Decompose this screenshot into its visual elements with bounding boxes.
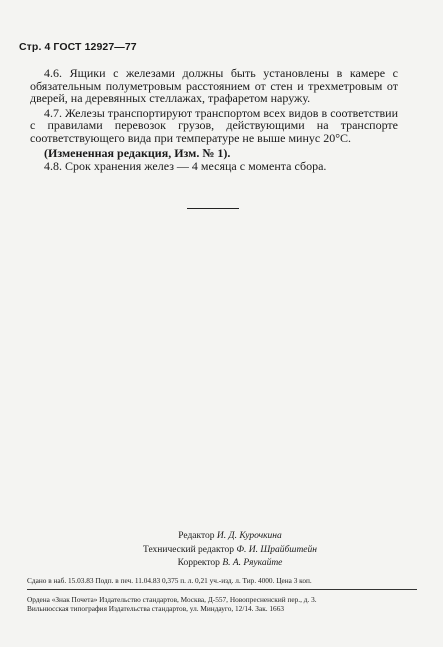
tech-editor-label: Технический редактор (143, 544, 234, 555)
paragraph-4-6: 4.6. Ящики с железами должны быть установлены в камере с обязательным полуметровым расстоянием от стен и трехметровым от дверей, на деревянных стеллажах, трафаретом наружу. (30, 66, 398, 106)
publisher-block (27, 596, 419, 614)
paragraph-4-7: 4.7. Железы транспортируют транспортом всех видов в соответствии с правилами перевозок грузов, действующими на транспорте соответствующего вида при температуре не выше минус 20°С. (30, 105, 398, 145)
body-text (30, 67, 398, 175)
section-divider (187, 208, 239, 209)
page-header: Стр. 4 ГОСТ 12927—77 (19, 41, 137, 53)
tech-editor-row (100, 544, 360, 558)
amendment-note: (Измененная редакция, Изм. № 1). (44, 145, 231, 160)
corrector-row (100, 557, 360, 571)
tech-editor-name: Ф. И. Шрайбштейн (236, 544, 317, 555)
publisher-line-1: Ордена «Знак Почета» Издательство стандартов, Москва, Д-557, Новопресненский пер., д. 3. (27, 595, 317, 604)
publisher-line-2: Вильнюсская типография Издательства стандартов, ул. Миндауго, 12/14. Зак. 1663 (27, 603, 284, 613)
corrector-name: В. А. Ряукайте (222, 558, 283, 568)
editor-label: Редактор (178, 531, 215, 541)
editor-name: И. Д. Курочкина (216, 531, 282, 541)
imprint-block (27, 576, 417, 593)
editor-row (100, 530, 360, 544)
print-details: Сдано в наб. 15.03.83 Подп. в печ. 11.04.83 0,375 п. л. 0,21 уч.-изд. л. Тир. 4000. Цена 3 коп. (27, 576, 417, 590)
corrector-label: Корректор (177, 558, 220, 568)
paragraph-4-8: 4.8. Срок хранения желез — 4 месяца с момента сбора. (44, 159, 327, 174)
credits-block (100, 530, 360, 571)
